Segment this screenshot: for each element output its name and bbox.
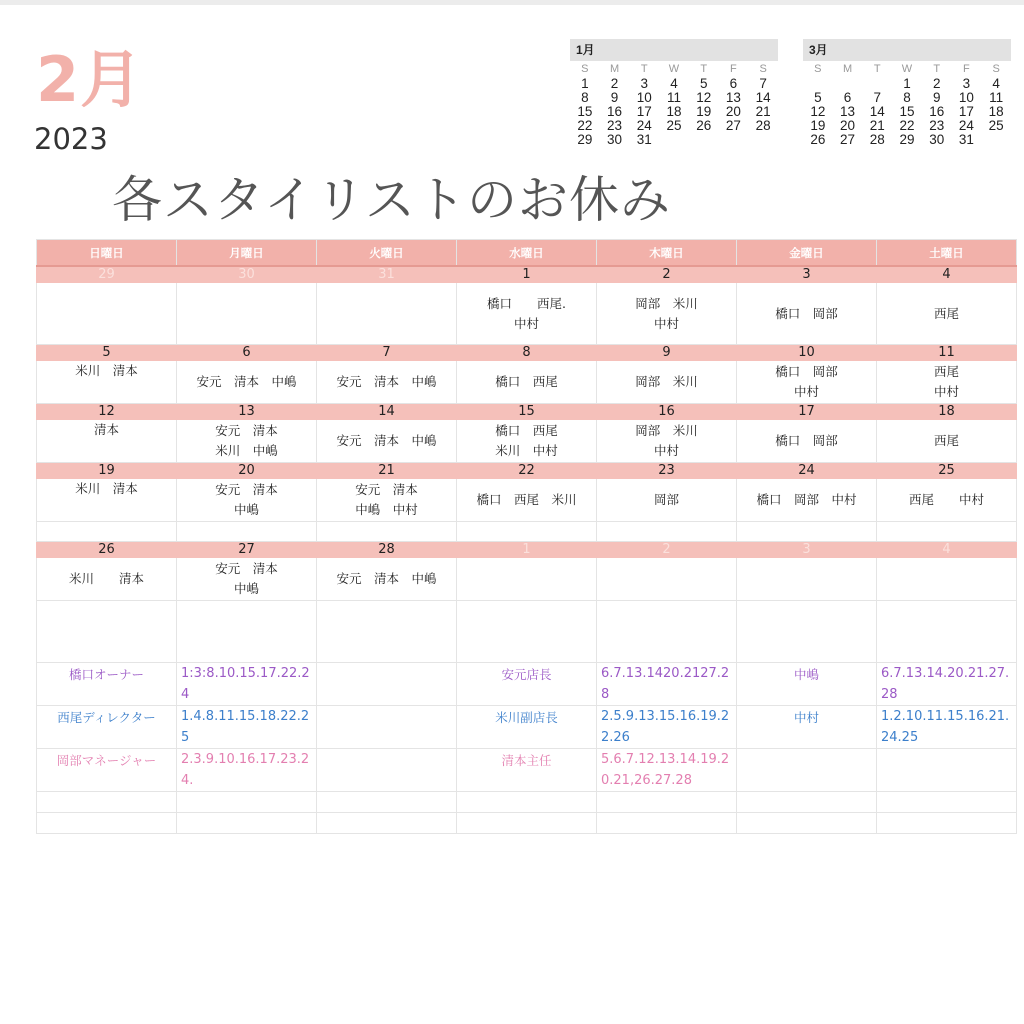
date-row	[37, 463, 1017, 479]
empty-cell	[597, 601, 737, 663]
stylist-name: 中嶋	[737, 663, 877, 706]
mini-day: 27	[725, 118, 741, 133]
spacer-row	[37, 601, 1017, 663]
empty-cell	[597, 522, 737, 542]
date-number: 20	[177, 463, 317, 479]
day-content-row	[37, 479, 1017, 522]
day-cell[interactable]: 橋口 西尾. 中村	[457, 283, 597, 345]
mini-day: 24	[636, 118, 652, 133]
weekday-label: W	[901, 63, 913, 75]
mini-day: 2	[610, 76, 619, 91]
legend-row	[37, 749, 1017, 792]
date-number: 28	[317, 542, 457, 558]
day-cell[interactable]: 橋口 岡部	[737, 283, 877, 345]
empty-cell	[457, 813, 597, 834]
mini-day: 29	[577, 132, 593, 147]
stylist-name: 清本主任	[457, 749, 597, 792]
day-cell[interactable]: 橋口 岡部 中村	[737, 479, 877, 522]
mini-day: 14	[755, 90, 771, 105]
mini-day: 31	[958, 132, 974, 147]
mini-day: 8	[581, 90, 589, 105]
day-cell[interactable]: 岡部 米川 中村	[597, 420, 737, 463]
date-number: 30	[177, 266, 317, 283]
mini-day: 11	[989, 90, 1004, 105]
mini-day: 29	[899, 132, 915, 147]
mini-day: 20	[725, 104, 741, 119]
day-content-row	[37, 283, 1017, 345]
stylist-name: 安元店長	[457, 663, 597, 706]
date-number: 24	[737, 463, 877, 479]
mini-day: 9	[610, 90, 619, 105]
date-number: 6	[177, 345, 317, 361]
day-cell[interactable]: 安元 清本 中嶋	[317, 420, 457, 463]
legend-row	[37, 706, 1017, 749]
date-number: 31	[317, 266, 457, 283]
date-number: 4	[877, 542, 1017, 558]
empty-cell	[877, 749, 1017, 792]
legend-row	[37, 663, 1017, 706]
day-cell[interactable]	[317, 283, 457, 345]
stylist-days-off: 1.4.8.11.15.18.22.25	[177, 706, 317, 749]
stylist-days-off: 2.3.9.10.16.17.23.24.	[177, 749, 317, 792]
day-cell[interactable]	[737, 558, 877, 601]
day-cell[interactable]: 米川 清本	[37, 558, 177, 601]
month-label: 2月	[36, 43, 144, 116]
mini-day: 17	[636, 104, 652, 119]
empty-cell	[877, 792, 1017, 813]
day-cell[interactable]	[877, 558, 1017, 601]
stylist-name: 米川副店長	[457, 706, 597, 749]
day-cell[interactable]: 橋口 西尾 米川	[457, 479, 597, 522]
day-content-row	[37, 361, 1017, 404]
mini-day: 6	[843, 90, 852, 105]
mini-day: 14	[869, 104, 885, 119]
date-number: 8	[457, 345, 597, 361]
day-content-row	[37, 420, 1017, 463]
mini-day: 13	[725, 90, 741, 105]
day-cell[interactable]: 西尾	[877, 283, 1017, 345]
weekday-label: T	[873, 63, 881, 75]
mini-day: 18	[666, 104, 682, 119]
day-cell[interactable]	[37, 283, 177, 345]
mini-day: 9	[932, 90, 941, 105]
date-number: 21	[317, 463, 457, 479]
mini-day: 26	[696, 118, 712, 133]
mini-day: 22	[577, 118, 593, 133]
weekday-label: M	[842, 63, 853, 75]
day-cell[interactable]: 清本	[37, 420, 177, 463]
empty-cell	[177, 601, 317, 663]
mini-day: 3	[640, 76, 649, 91]
day-cell[interactable]: 橋口 岡部 中村	[737, 361, 877, 404]
day-cell[interactable]: 米川 清本	[37, 479, 177, 522]
day-cell[interactable]: 橋口 岡部	[737, 420, 877, 463]
mini-day: 16	[929, 104, 945, 119]
mini-day: 11	[666, 90, 681, 105]
mini-day: 22	[899, 118, 915, 133]
weekday-label: T	[933, 63, 941, 75]
page-title: 各スタイリストのお休み	[112, 171, 671, 229]
mini-day: 5	[699, 76, 708, 91]
date-number: 1	[457, 542, 597, 558]
mini-day: 19	[810, 118, 826, 133]
day-cell[interactable]: 安元 清本 中嶋 中村	[317, 479, 457, 522]
day-cell[interactable]: 西尾 中村	[877, 479, 1017, 522]
empty-cell	[737, 522, 877, 542]
date-number: 12	[37, 404, 177, 420]
empty-cell	[877, 522, 1017, 542]
date-number: 13	[177, 404, 317, 420]
mini-day: 24	[958, 118, 974, 133]
day-cell[interactable]: 西尾 中村	[877, 361, 1017, 404]
mini-day: 2	[932, 76, 941, 91]
empty-cell	[317, 813, 457, 834]
mini-day-blank	[803, 77, 833, 91]
date-number: 23	[597, 463, 737, 479]
spacer-row	[37, 792, 1017, 813]
empty-cell	[177, 522, 317, 542]
weekday-label: S	[759, 63, 767, 75]
empty-cell	[457, 522, 597, 542]
day-cell[interactable]: 岡部 米川 中村	[597, 283, 737, 345]
weekday-label: M	[609, 63, 620, 75]
date-number: 3	[737, 266, 877, 283]
empty-cell	[37, 813, 177, 834]
empty-cell	[317, 792, 457, 813]
empty-cell	[317, 663, 457, 706]
mini-day: 18	[988, 104, 1004, 119]
stylist-name: 中村	[737, 706, 877, 749]
date-number: 1	[457, 266, 597, 283]
weekday-header: 日曜日	[37, 240, 177, 267]
date-number: 7	[317, 345, 457, 361]
empty-cell	[877, 813, 1017, 834]
mini-day: 1	[581, 76, 589, 91]
top-divider	[0, 0, 1024, 5]
weekday-header: 火曜日	[317, 240, 457, 267]
day-cell[interactable]: 安元 清本 中嶋	[177, 558, 317, 601]
mini-day: 5	[814, 90, 822, 105]
stylist-days-off: 1.2.10.11.15.16.21.24.25	[877, 706, 1017, 749]
empty-cell	[317, 706, 457, 749]
date-number: 25	[877, 463, 1017, 479]
day-content-row	[37, 558, 1017, 601]
mini-day: 7	[873, 90, 882, 105]
empty-cell	[37, 601, 177, 663]
mini-day: 26	[810, 132, 826, 147]
weekday-label: T	[640, 63, 648, 75]
weekday-label: S	[992, 63, 1000, 75]
mini-calendar-grid	[803, 61, 1011, 147]
mini-day: 8	[903, 90, 911, 105]
date-number: 9	[597, 345, 737, 361]
mini-calendar-title: 1月	[570, 39, 778, 61]
mini-day: 23	[607, 118, 623, 133]
mini-day: 10	[636, 90, 652, 105]
weekday-header: 月曜日	[177, 240, 317, 267]
mini-calendar-january	[570, 39, 778, 147]
mini-day: 12	[810, 104, 826, 119]
date-number: 5	[37, 345, 177, 361]
mini-day: 31	[636, 132, 652, 147]
date-number: 22	[457, 463, 597, 479]
day-cell[interactable]: 安元 清本 中嶋	[317, 558, 457, 601]
mini-day: 3	[962, 76, 971, 91]
weekday-header: 土曜日	[877, 240, 1017, 267]
day-cell[interactable]: 橋口 西尾 米川 中村	[457, 420, 597, 463]
weekday-label: W	[668, 63, 680, 75]
spacer-row	[37, 522, 1017, 542]
date-number: 2	[597, 542, 737, 558]
date-number: 15	[457, 404, 597, 420]
date-number: 26	[37, 542, 177, 558]
day-cell[interactable]: 米川 清本	[37, 361, 177, 404]
mini-day: 25	[666, 118, 682, 133]
mini-day: 30	[929, 132, 945, 147]
mini-day: 4	[670, 76, 678, 91]
stylist-days-off: 5.6.7.12.13.14.19.20.21,26.27.28	[597, 749, 737, 792]
empty-cell	[877, 601, 1017, 663]
empty-cell	[457, 792, 597, 813]
empty-cell	[737, 792, 877, 813]
empty-cell	[177, 813, 317, 834]
stylist-days-off: 6.7.13.1420.2127.28	[597, 663, 737, 706]
date-number: 29	[37, 266, 177, 283]
mini-day: 1	[903, 76, 911, 91]
mini-day: 30	[607, 132, 623, 147]
day-cell[interactable]: 安元 清本 米川 中嶋	[177, 420, 317, 463]
date-number: 27	[177, 542, 317, 558]
mini-day: 7	[759, 76, 767, 91]
mini-calendar-grid	[570, 61, 778, 147]
weekday-header-row	[37, 240, 1017, 267]
mini-day-blank	[833, 77, 863, 91]
weekday-label: F	[963, 63, 970, 75]
mini-day: 27	[840, 132, 856, 147]
empty-cell	[457, 601, 597, 663]
date-number: 4	[877, 266, 1017, 283]
empty-cell	[737, 749, 877, 792]
date-number: 3	[737, 542, 877, 558]
mini-day: 13	[840, 104, 856, 119]
mini-day: 15	[899, 104, 915, 119]
empty-cell	[317, 522, 457, 542]
empty-cell	[317, 749, 457, 792]
mini-day: 19	[696, 104, 712, 119]
day-cell[interactable]	[177, 283, 317, 345]
date-row	[37, 345, 1017, 361]
empty-cell	[177, 792, 317, 813]
empty-cell	[737, 813, 877, 834]
date-number: 10	[737, 345, 877, 361]
year-label: 2023	[34, 122, 108, 156]
mini-day: 23	[929, 118, 945, 133]
empty-cell	[737, 601, 877, 663]
date-number: 14	[317, 404, 457, 420]
weekday-label: S	[581, 63, 589, 75]
day-cell[interactable]	[597, 558, 737, 601]
empty-cell	[37, 522, 177, 542]
spacer-row	[37, 813, 1017, 834]
date-number: 16	[597, 404, 737, 420]
mini-calendar-title: 3月	[803, 39, 1011, 61]
mini-day: 21	[869, 118, 885, 133]
mini-day: 6	[729, 76, 738, 91]
date-number: 17	[737, 404, 877, 420]
weekday-label: S	[814, 63, 822, 75]
day-cell[interactable]	[457, 558, 597, 601]
date-number: 2	[597, 266, 737, 283]
stylist-days-off: 1:3:8.10.15.17.22.24	[177, 663, 317, 706]
stylist-name: 岡部マネージャー	[37, 749, 177, 792]
empty-cell	[37, 792, 177, 813]
day-cell[interactable]: 西尾	[877, 420, 1017, 463]
mini-calendar-march	[803, 39, 1011, 147]
weekday-header: 木曜日	[597, 240, 737, 267]
date-row	[37, 404, 1017, 420]
empty-cell	[597, 792, 737, 813]
stylist-days-off: 2.5.9.13.15.16.19.22.26	[597, 706, 737, 749]
mini-day: 25	[988, 118, 1004, 133]
stylist-name: 橋口オーナー	[37, 663, 177, 706]
date-number: 19	[37, 463, 177, 479]
empty-cell	[597, 813, 737, 834]
mini-day: 15	[577, 104, 593, 119]
mini-day: 28	[869, 132, 885, 147]
day-cell[interactable]: 岡部	[597, 479, 737, 522]
stylist-days-off: 6.7.13.14.20.21.27.28	[877, 663, 1017, 706]
mini-day: 16	[607, 104, 623, 119]
weekday-header: 水曜日	[457, 240, 597, 267]
weekday-label: F	[730, 63, 737, 75]
day-cell[interactable]: 岡部 米川	[597, 361, 737, 404]
mini-day: 28	[755, 118, 771, 133]
empty-cell	[317, 601, 457, 663]
mini-day-blank	[862, 77, 892, 91]
date-row	[37, 542, 1017, 558]
mini-day: 20	[840, 118, 856, 133]
mini-day: 4	[992, 76, 1000, 91]
day-cell[interactable]: 橋口 西尾	[457, 361, 597, 404]
date-number: 18	[877, 404, 1017, 420]
date-number: 11	[877, 345, 1017, 361]
stylist-name: 西尾ディレクター	[37, 706, 177, 749]
mini-day: 17	[958, 104, 974, 119]
mini-day: 10	[958, 90, 974, 105]
day-cell[interactable]: 安元 清本 中嶋	[177, 479, 317, 522]
date-row	[37, 266, 1017, 283]
weekday-label: T	[700, 63, 708, 75]
weekday-header: 金曜日	[737, 240, 877, 267]
mini-day: 12	[696, 90, 712, 105]
mini-day: 21	[755, 104, 771, 119]
month-calendar	[36, 239, 1017, 834]
day-cell[interactable]: 安元 清本 中嶋	[177, 361, 317, 404]
day-cell[interactable]: 安元 清本 中嶋	[317, 361, 457, 404]
